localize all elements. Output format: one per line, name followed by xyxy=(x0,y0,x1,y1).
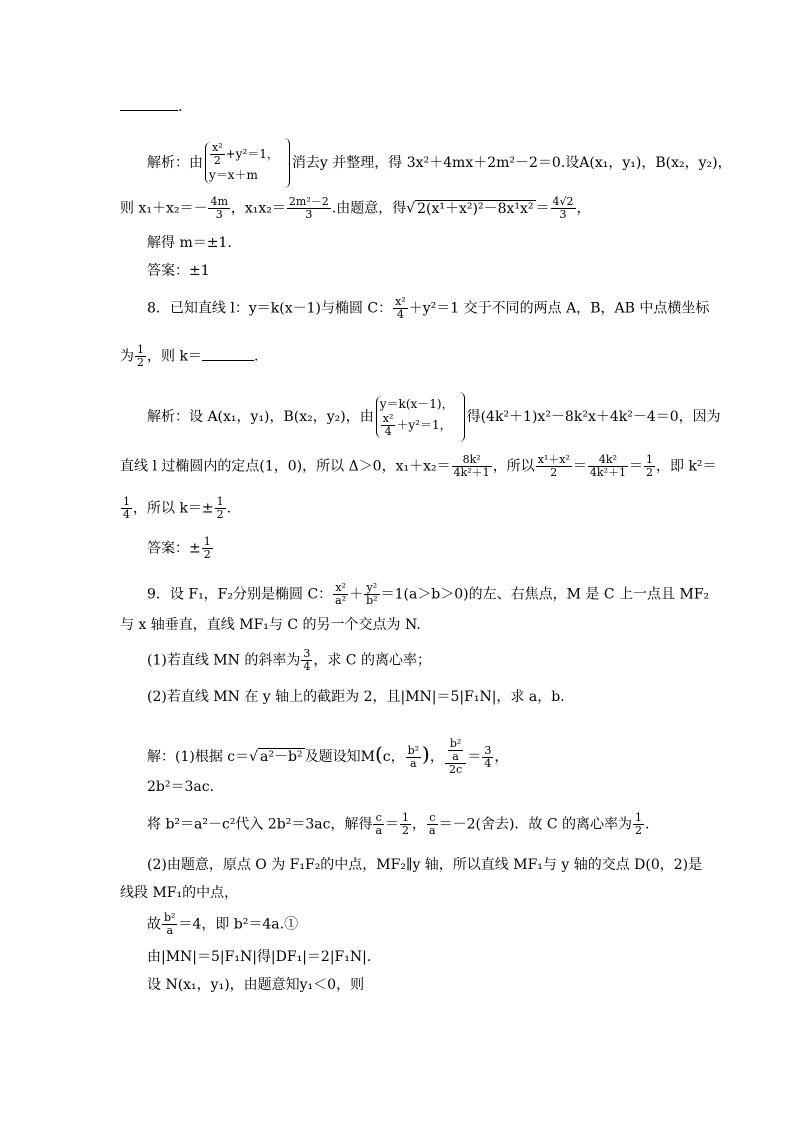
solution-9-part-2-line-1: (2)由题意，原点 O 为 F₁F₂的中点，MF₂∥y 轴，所以直线 MF₁与 y 轴的交点 D(0，2)是 xyxy=(147,857,703,873)
answer-blank-line: . xyxy=(120,98,182,116)
equation-system: $\frac{\text{x²}}{2}$ +y²＝1， y＝x＋m xyxy=(205,142,279,184)
question-9-line-1: 9．设 F₁，F₂分别是椭圆 C： $\frac{\text{x²}}{\text{a²}}$ ＋ $\frac{\text{y²}}{\text{b²}}$ ＝1(a＞b＞0)的左、右焦点，M 是 C 上一点且 MF₂ xyxy=(147,581,710,607)
solution-8-line-1: 解析：设 A(x₁，y₁)，B(x₂，y₂)，由y＝k(x－1)， $\frac{\text{x²}}{4}$ ＋y²＝1， 得(4k²＋1)x²－8k²x＋4k²－4＝0，因为 xyxy=(147,392,721,442)
question-9-part-2: (2)若直线 MN 在 y 轴上的截距为 2，且|MN|＝5|F₁N|，求 a，b. xyxy=(147,689,565,705)
question-8-line-2: 为 $\frac{1}{2}$ ，则 k＝ . xyxy=(120,343,259,369)
question-8-line-1: 8．已知直线 l：y＝k(x－1)与椭圆 C： $\frac{\text{x²}}{4}$ ＋y²＝1 交于不同的两点 A，B，AB 中点横坐标 xyxy=(147,295,710,321)
solution-9-part-2-line-3: 故 $\frac{\text{b²}}{a}$ ＝4，即 b²＝4a.① xyxy=(147,911,299,937)
answer-8: 答案：± $\frac{1}{2}$ xyxy=(147,535,211,561)
solution-9-part-2-line-2: 线段 MF₁的中点， xyxy=(120,885,239,901)
solution-8-line-3: $\frac{1}{4}$ ，所以 k＝± $\frac{1}{2}$ . xyxy=(123,495,232,521)
solution-result: 解得 m＝±1. xyxy=(147,235,232,251)
solution-9-part-2-line-5: 设 N(x₁，y₁)，由题意知y₁＜0，则 xyxy=(147,977,365,993)
answer-7: 答案：±1 xyxy=(147,263,210,279)
solution-9-part-2-line-4: 由|MN|＝5|F₁N|得|DF₁|＝2|F₁N|. xyxy=(147,949,372,965)
answer-blank xyxy=(120,100,178,111)
solution-9-line-2: 2b²＝3ac. xyxy=(147,779,215,795)
solution-9-line-1: 解：(1)根据 c＝√ a²－b² 及题设知M(c， $\frac{\text{b²}}{a}$ )， $\frac{\frac{\text{b²}}{a}}{2c}$ ＝ $\frac{3}{4}$ ， xyxy=(147,737,509,776)
solution-line-1: 解析：由 $\frac{\text{x²}}{2}$ +y²＝1， y＝x＋m消去y 并整理，得 3x²＋4mx＋2m²－2＝0.设A(x₁，y₁)，B(x₂，y₂)， xyxy=(147,138,732,188)
question-9-line-2: 与 x 轴垂直，直线 MF₁与 C 的另一个交点为 N. xyxy=(120,617,421,633)
solution-line-2: 则 x₁＋x₂＝－ $\frac{4m}{3}$ ，x₁x₂＝ $\frac{\text{2m²－2}}{3}$ .由题意，得√ 2(x¹＋x²)²－8x¹x² ＝ $\frac{4√2}{3}$ ， xyxy=(120,195,591,221)
solution-8-line-2: 直线 l 过椭圆内的定点(1，0)，所以 Δ＞0，x₁＋x₂＝ $\frac{\text{8k²}}{\text{4k²＋1}}$ ，所以 $\frac{\text{x¹＋x²}}{2}$ ＝ $\frac{\text{4k²}}{\text{4k²＋1}}$ ＝ $\frac{1}{2}$ ，即 k²＝ xyxy=(120,453,717,479)
solution-9-line-3: 将 b²＝a²－c²代入 2b²＝3ac，解得 $\frac{c}{a}$ ＝ $\frac{1}{2}$ ， $\frac{c}{a}$ ＝－2(舍去)．故 C 的离心率为 $\frac{1}{2}$ . xyxy=(147,811,650,837)
answer-blank xyxy=(202,350,254,361)
question-9-part-1: (1)若直线 MN 的斜率为 $\frac{3}{4}$ ，求 C 的离心率； xyxy=(147,647,431,673)
